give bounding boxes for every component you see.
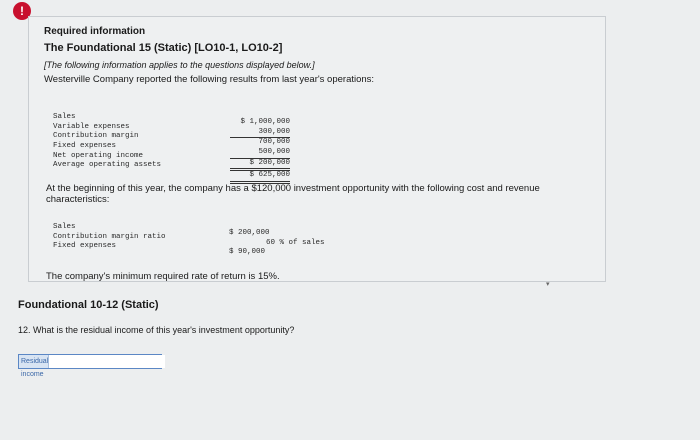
value-contribution-margin: 700,000	[258, 138, 290, 147]
label-sales: Sales	[53, 113, 76, 121]
value-variable-expenses: 300,000	[230, 128, 290, 139]
results-labels	[53, 113, 161, 171]
label-net-operating-income: Net operating income	[53, 151, 144, 160]
opportunity-labels	[53, 223, 166, 252]
opp-label-sales: Sales	[53, 223, 76, 231]
label-variable-expenses: Variable expenses	[53, 122, 130, 131]
problem-title: The Foundational 15 (Static) [LO10-1, LO10-2]	[44, 42, 283, 54]
opp-value-fixed-expenses: $ 90,000	[229, 248, 266, 257]
residual-income-input[interactable]	[49, 355, 165, 368]
cursor-icon: ▾	[546, 281, 550, 288]
opportunity-values	[229, 229, 325, 258]
value-fixed-expenses: 500,000	[230, 148, 290, 159]
required-information-panel	[28, 16, 606, 288]
opp-value-sales: $ 200,000	[229, 229, 270, 237]
opp-label-cm-ratio: Contribution margin ratio	[53, 232, 166, 241]
residual-income-label: Residual income	[19, 355, 49, 368]
opp-label-fixed-expenses: Fixed expenses	[53, 242, 117, 251]
residual-income-row	[18, 354, 162, 378]
required-information-heading: Required information	[44, 26, 146, 37]
value-sales: $ 1,000,000	[240, 118, 290, 126]
section-title: Foundational 10-12 (Static)	[18, 299, 159, 311]
label-average-operating-assets: Average operating assets	[53, 161, 162, 170]
label-contribution-margin: Contribution margin	[53, 132, 139, 141]
label-fixed-expenses: Fixed expenses	[53, 142, 117, 151]
company-intro: Westerville Company reported the following results from last year's operations:	[44, 74, 375, 85]
results-values	[230, 118, 290, 184]
question-text: 12. What is the residual income of this year's investment opportunity?	[18, 325, 295, 335]
minimum-rate-text: The company's minimum required rate of return is 15%.	[46, 271, 280, 282]
value-net-operating-income: $ 200,000	[230, 159, 290, 172]
opp-value-cm-ratio: 60 % of sales	[266, 238, 325, 247]
applies-note: [The following information applies to the questions displayed below.]	[44, 60, 315, 70]
alert-icon: !	[13, 2, 31, 20]
opportunity-intro: At the beginning of this year, the company has a $120,000 investment opportunity with the following cost and revenue characteristics:	[46, 183, 540, 205]
value-average-operating-assets: $ 625,000	[230, 171, 290, 184]
